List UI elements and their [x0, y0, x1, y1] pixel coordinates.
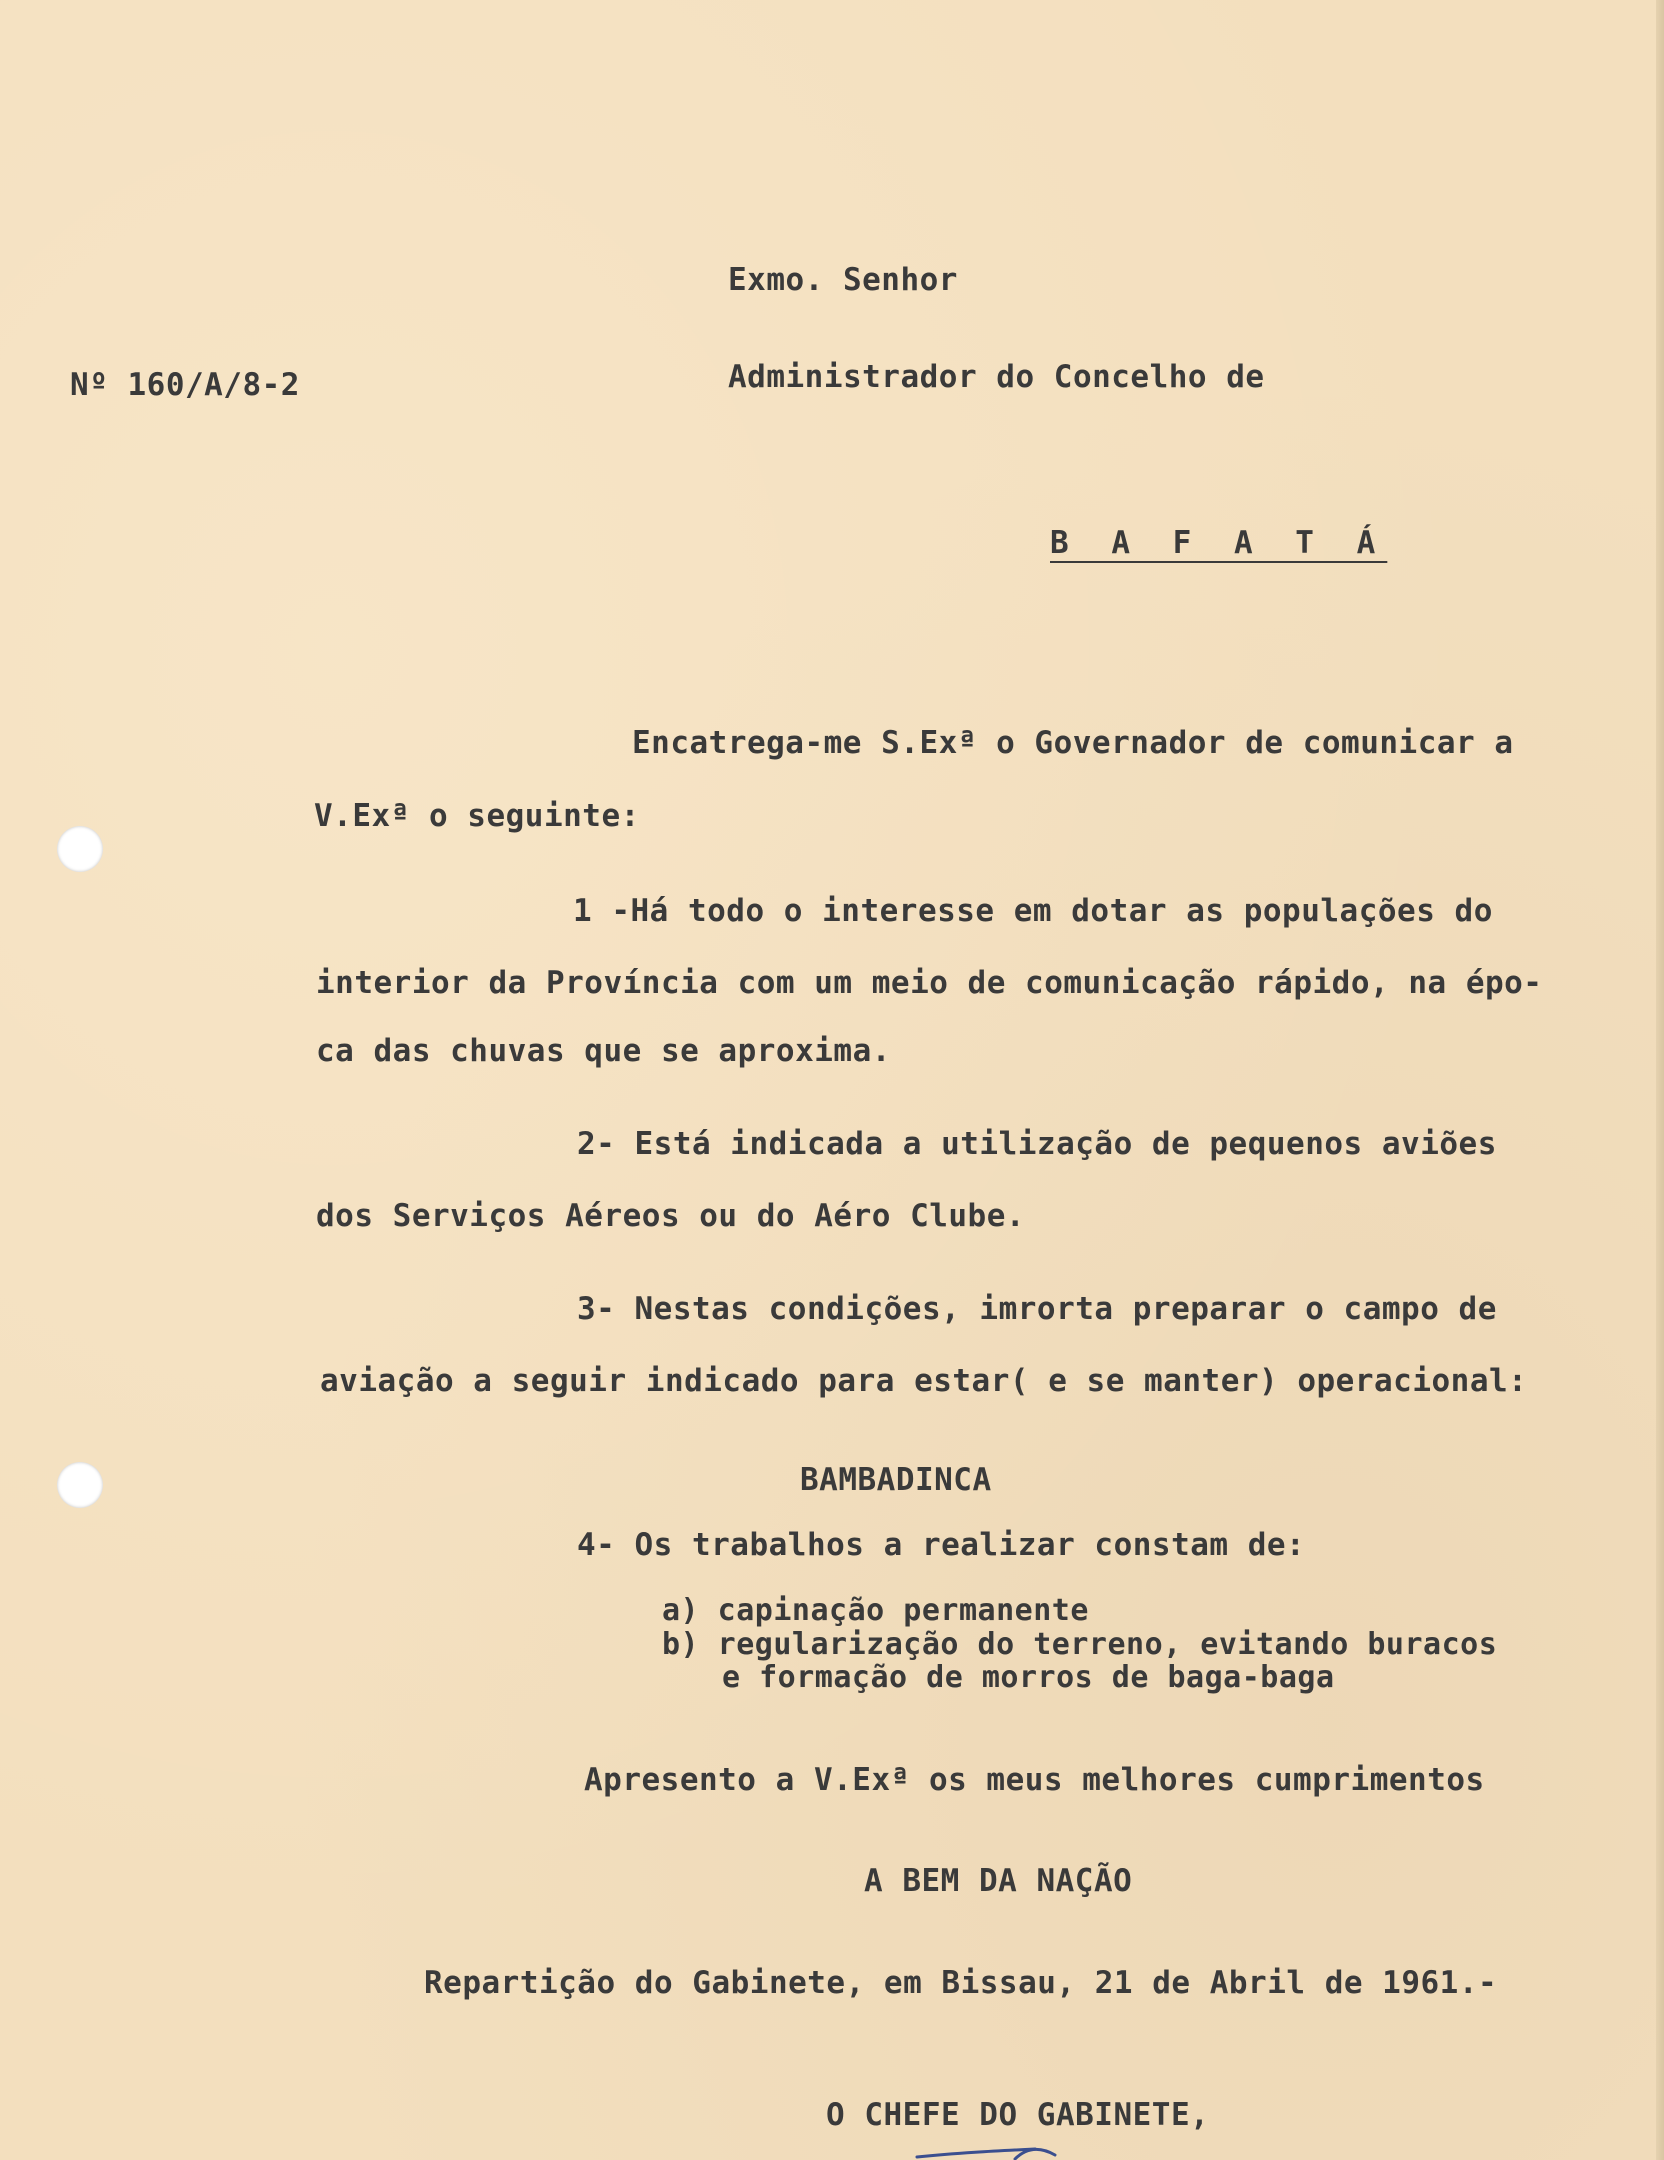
- intro-line-1: Encatrega-me S.Exª o Governador de comunicar a: [632, 725, 1514, 761]
- place-and-date: Repartição do Gabinete, em Bissau, 21 de Abril de 1961.-: [424, 1965, 1498, 2001]
- paragraph-4-line-1: 4- Os trabalhos a realizar constam de:: [577, 1527, 1306, 1563]
- paragraph-1-line-1: 1 -Há todo o interesse em dotar as populações do: [573, 893, 1493, 929]
- punch-hole-bottom: [57, 1462, 103, 1508]
- paragraph-2-line-1: 2- Está indicada a utilização de pequenos aviões: [577, 1126, 1497, 1162]
- paragraph-1-line-2: interior da Província com um meio de comunicação rápido, na épo-: [316, 965, 1543, 1001]
- paper-edge: [1656, 0, 1664, 2160]
- intro-line-2: V.Exª o seguinte:: [314, 798, 640, 834]
- signatory-title: O CHEFE DO GABINETE,: [826, 2097, 1210, 2133]
- airfield-name: BAMBADINCA: [800, 1462, 992, 1498]
- punch-hole-top: [57, 826, 103, 872]
- list-item-a: a) capinação permanente: [662, 1593, 1089, 1628]
- paragraph-3-line-1: 3- Nestas condições, imrorta preparar o campo de: [577, 1291, 1497, 1327]
- salutation: Exmo. Senhor: [728, 262, 958, 298]
- paragraph-2-line-2: dos Serviços Aéreos ou do Aéro Clube.: [316, 1198, 1026, 1234]
- signature-mark: [915, 2145, 1065, 2160]
- closing-regards: Apresento a V.Exª os meus melhores cumprimentos: [584, 1762, 1485, 1798]
- recipient-place: B A F A T Á: [1050, 525, 1388, 561]
- recipient-title: Administrador do Concelho de: [728, 359, 1265, 395]
- reference-number: Nº 160/A/8-2: [70, 367, 300, 403]
- list-item-b-line-1: b) regularização do terreno, evitando buracos: [662, 1627, 1498, 1662]
- closing-motto: A BEM DA NAÇÃO: [864, 1863, 1133, 1899]
- paragraph-1-line-3: ca das chuvas que se aproxima.: [316, 1033, 891, 1069]
- list-item-b-line-2: e formação de morros de baga-baga: [722, 1660, 1335, 1695]
- paragraph-3-line-2: aviação a seguir indicado para estar( e se manter) operacional:: [320, 1363, 1528, 1399]
